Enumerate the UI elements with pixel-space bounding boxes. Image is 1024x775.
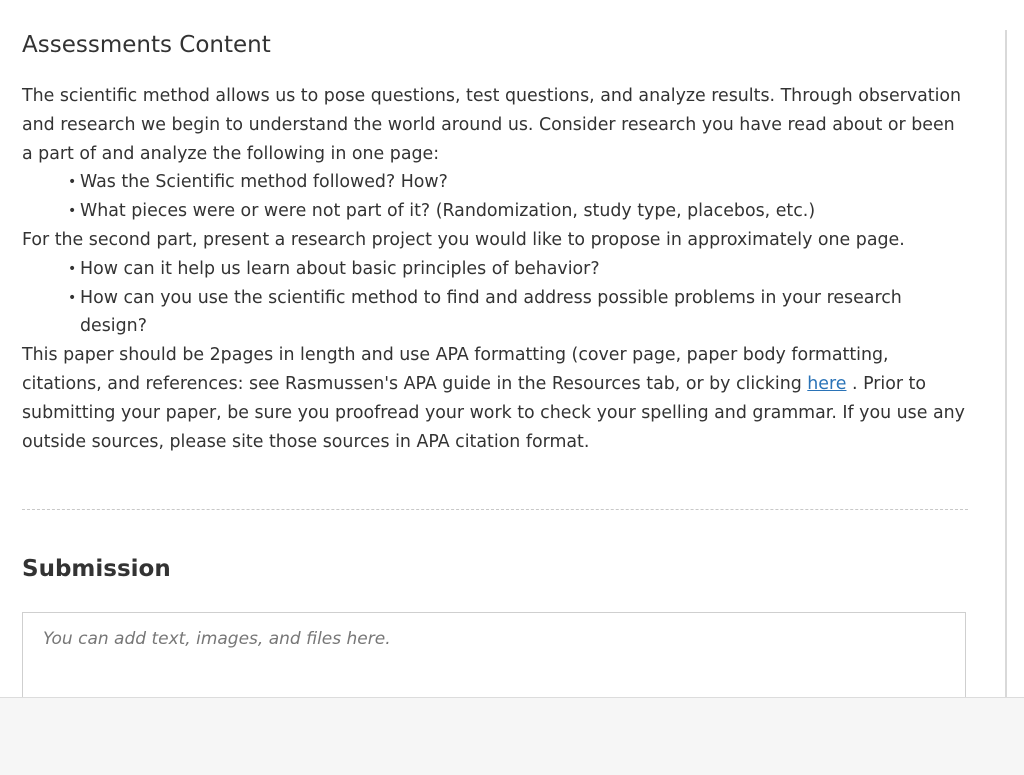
closing-paragraph xyxy=(22,341,968,456)
editor-placeholder: You can add text, images, and files here. xyxy=(43,629,391,649)
list-item: • How can you use the scientific method to find and address possible problems in your research design? xyxy=(68,284,920,342)
closing-text-after-link: . Prior to submitting your paper, be sure you proofread your work to check your spelling and grammar. If you use any outside sources, please site those sources in APA citation format. xyxy=(22,373,965,452)
closing-text-before-link: This paper should be 2pages in length and use APA formatting (cover page, paper body formatting, citations, and references: see Rasmussen's APA guide in the Resources tab, or by clicking xyxy=(22,345,889,394)
part1-bullet-list xyxy=(22,168,968,226)
submission-title: Submission xyxy=(22,556,171,582)
section-divider xyxy=(22,509,968,510)
assessment-intro: The scientific method allows us to pose questions, test questions, and analyze results. Through observation and research we begin to understand the world around us. Consider research you have read about or been a part of and analyze the following in one page: xyxy=(22,86,962,164)
footer-bar xyxy=(0,697,1024,775)
part2-intro: For the second part, present a research project you would like to propose in approximately one page. xyxy=(22,229,905,250)
assessment-title: Assessments Content xyxy=(22,32,271,58)
list-item: • How can it help us learn about basic principles of behavior? xyxy=(68,255,920,284)
scroll-rule xyxy=(1005,30,1007,698)
list-item: • Was the Scientific method followed? How? xyxy=(68,168,920,197)
part2-bullet-list xyxy=(22,255,968,341)
list-item: • What pieces were or were not part of it? (Randomization, study type, placebos, etc.) xyxy=(68,197,920,226)
assessment-content xyxy=(22,28,968,456)
apa-guide-link[interactable]: here xyxy=(807,373,847,394)
assessment-body xyxy=(22,82,968,456)
